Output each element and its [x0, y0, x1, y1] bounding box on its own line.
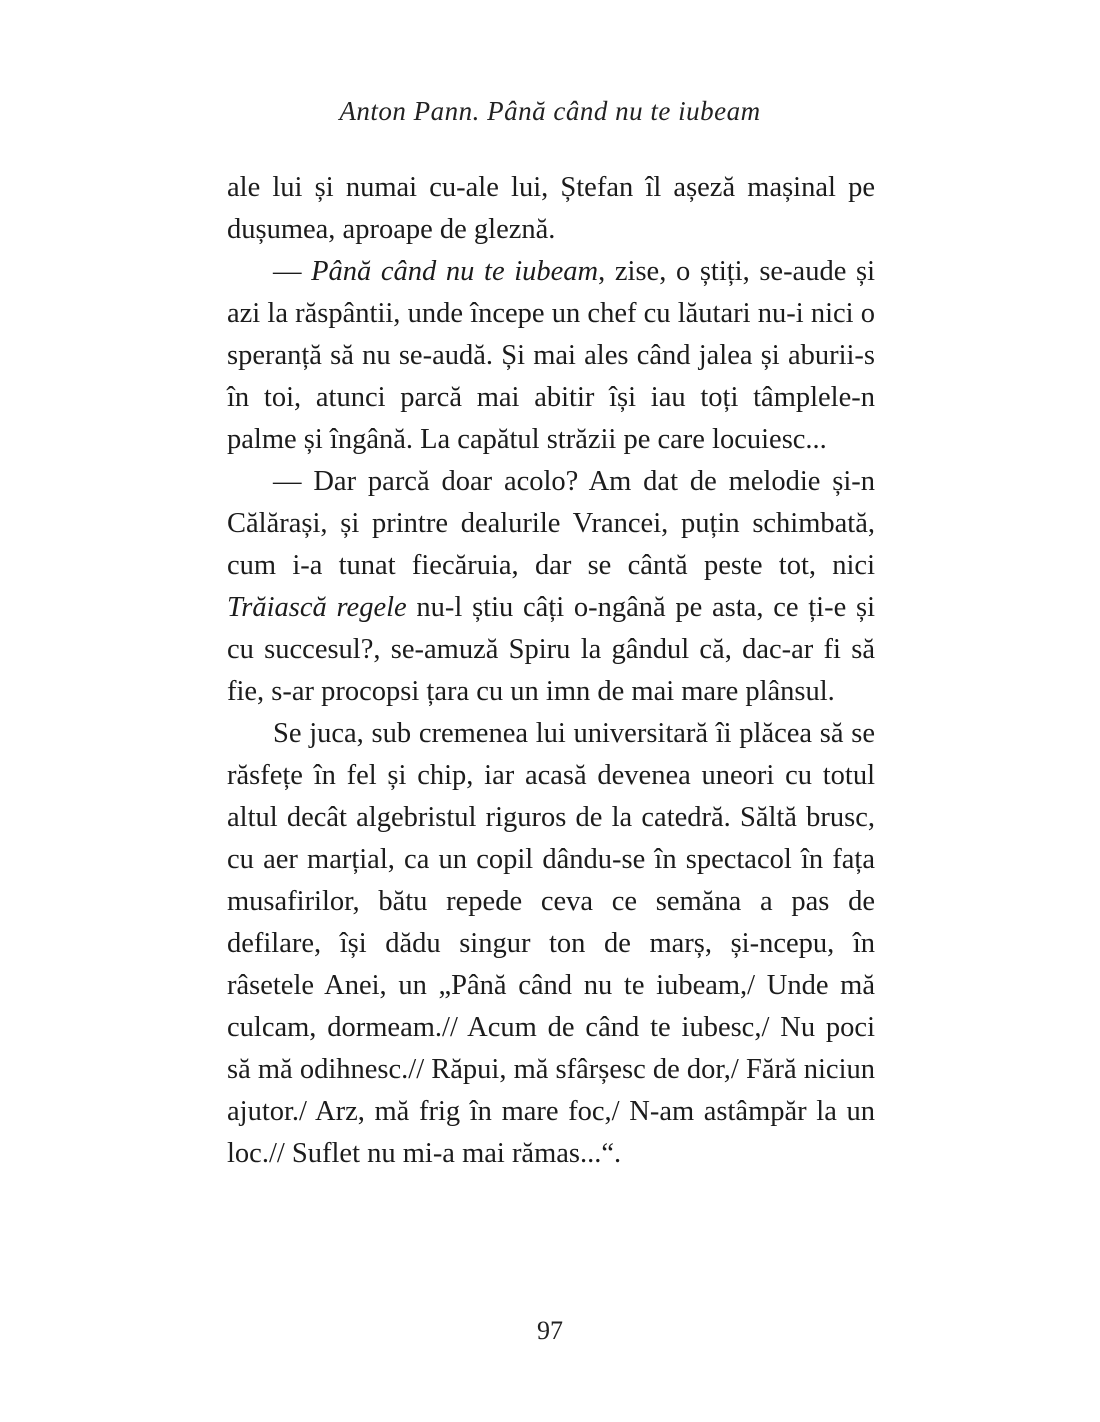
italic-text-run: Trăiască regele [227, 592, 407, 623]
text-run: ale lui și numai cu-ale lui, Ștefan îl așeză mașinal pe dușumea, aproape de gleznă. [227, 172, 875, 245]
paragraph [227, 167, 875, 251]
text-run: — [273, 256, 312, 287]
italic-text-run: Până când nu te iubeam [311, 256, 599, 287]
text-run: Se juca, sub cremenea lui universitară îi plăcea să se răsfețe în fel și chip, iar acasă devenea uneori cu totul altul decât algebristul riguros de la catedră. Săltă brusc, cu aer marțial, ca un copil dându-se în spectacol în fața musafirilor, bătu repede ceva ce semăna a pas de defilare, își dădu singur ton de marș, și-ncepu, în râsetele Anei, un „Până când nu te iubeam,/ Unde mă culcam, dormeam.// Acum de când te iubesc,/ Nu poci să mă odihnesc.// Răpui, mă sfârșesc de dor,/ Fără niciun ajutor./ Arz, mă frig în mare foc,/ N-am astâmpăr la un loc.// Suflet nu mi-a mai rămas...“. [227, 718, 875, 1169]
text-run: , zise, o știți, se-aude și azi la răspântii, unde începe un chef cu lăutari nu-i nici o speranță să nu se-audă. Și mai ales când jalea și aburii-s în toi, atunci parcă mai abitir își iau toți tâmplele-n palme și îngână. La capătul străzii pe care locuiesc... [227, 256, 875, 455]
running-header: Anton Pann. Până când nu te iubeam [339, 96, 761, 126]
text-run: — Dar parcă doar acolo? Am dat de melodie și-n Călărași, și printre dealurile Vrancei, puțin schimbată, cum i-a tunat fiecăruia, dar se cântă peste tot, nici [227, 466, 875, 581]
paragraph [227, 713, 875, 1175]
page-number: 97 [537, 1316, 563, 1345]
paragraph [227, 251, 875, 461]
text-run: nu-l știu câți o-ngână pe asta, ce ți-e și cu succesul?, se-amuză Spiru la gândul că, dac-ar fi să fie, s-ar procopsi țara cu un imn de mai mare plânsul. [227, 592, 875, 707]
paragraph [227, 461, 875, 713]
text-block [227, 167, 875, 1175]
